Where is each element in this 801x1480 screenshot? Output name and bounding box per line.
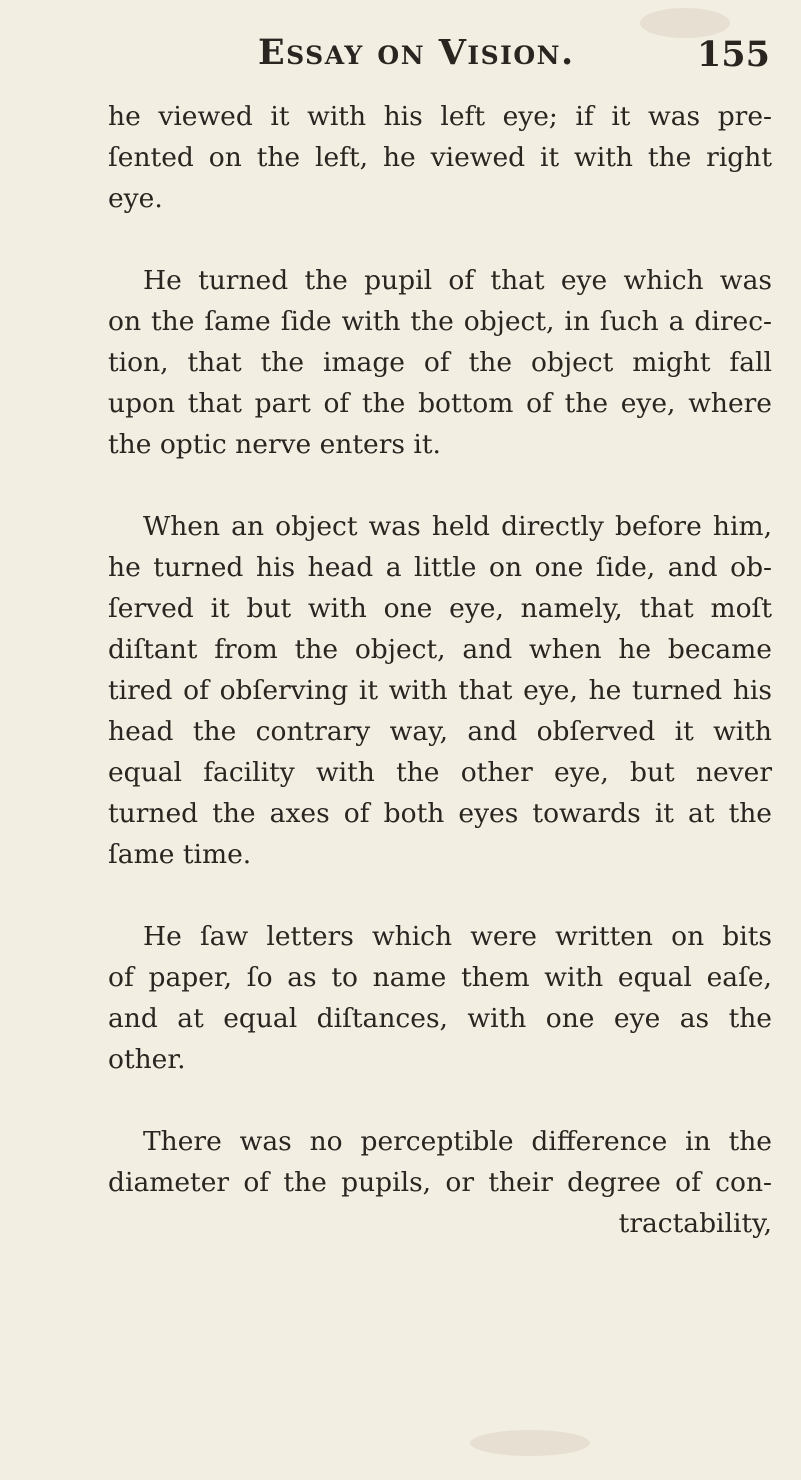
- text-line: and at equal diſtances, with one eye as the: [108, 1003, 772, 1034]
- text-line: tion, that the image of the object might fall: [108, 347, 772, 378]
- text-line: He ſaw letters which were written on bits: [143, 921, 772, 952]
- text-line: he viewed it with his left eye; if it was pre-: [108, 101, 772, 132]
- paragraph: [108, 1121, 772, 1244]
- paragraph: [108, 96, 772, 219]
- text-line: upon that part of the bottom of the eye, where: [108, 388, 772, 419]
- text-line: There was no perceptible difference in the: [143, 1126, 772, 1157]
- text-line: He turned the pupil of that eye which was: [143, 265, 772, 296]
- text-line: he turned his head a little on one ſide, and ob-: [108, 552, 772, 583]
- page-stain: [470, 1430, 590, 1456]
- text-line: head the contrary way, and obſerved it with: [108, 716, 772, 747]
- text-line: diſtant from the object, and when he became: [108, 634, 772, 665]
- paragraph: [108, 260, 772, 465]
- catchword-line: tractability,: [618, 1208, 772, 1239]
- text-line: the optic nerve enters it.: [108, 429, 441, 460]
- paragraph: [108, 506, 772, 875]
- text-line: of paper, ſo as to name them with equal eaſe,: [108, 962, 772, 993]
- text-line: equal facility with the other eye, but never: [108, 757, 772, 788]
- text-line: When an object was held directly before him,: [143, 511, 772, 542]
- text-line: eye.: [108, 183, 163, 214]
- running-title: Essay on Vision.: [258, 32, 575, 73]
- text-line: on the ſame ſide with the object, in ſuch a direc-: [108, 306, 772, 337]
- text-line: other.: [108, 1044, 186, 1075]
- text-line: ſame time.: [108, 839, 252, 870]
- body-text: [108, 96, 772, 1244]
- running-head: [108, 26, 772, 82]
- text-line: ſerved it but with one eye, namely, that moſt: [108, 593, 772, 624]
- text-line: ſented on the left, he viewed it with the right: [108, 142, 772, 173]
- text-line: turned the axes of both eyes towards it at the: [108, 798, 772, 829]
- text-line: tired of obſerving it with that eye, he turned his: [108, 675, 772, 706]
- text-line: diameter of the pupils, or their degree of con-: [108, 1167, 772, 1198]
- paragraph: [108, 916, 772, 1080]
- page-number: 155: [696, 34, 770, 75]
